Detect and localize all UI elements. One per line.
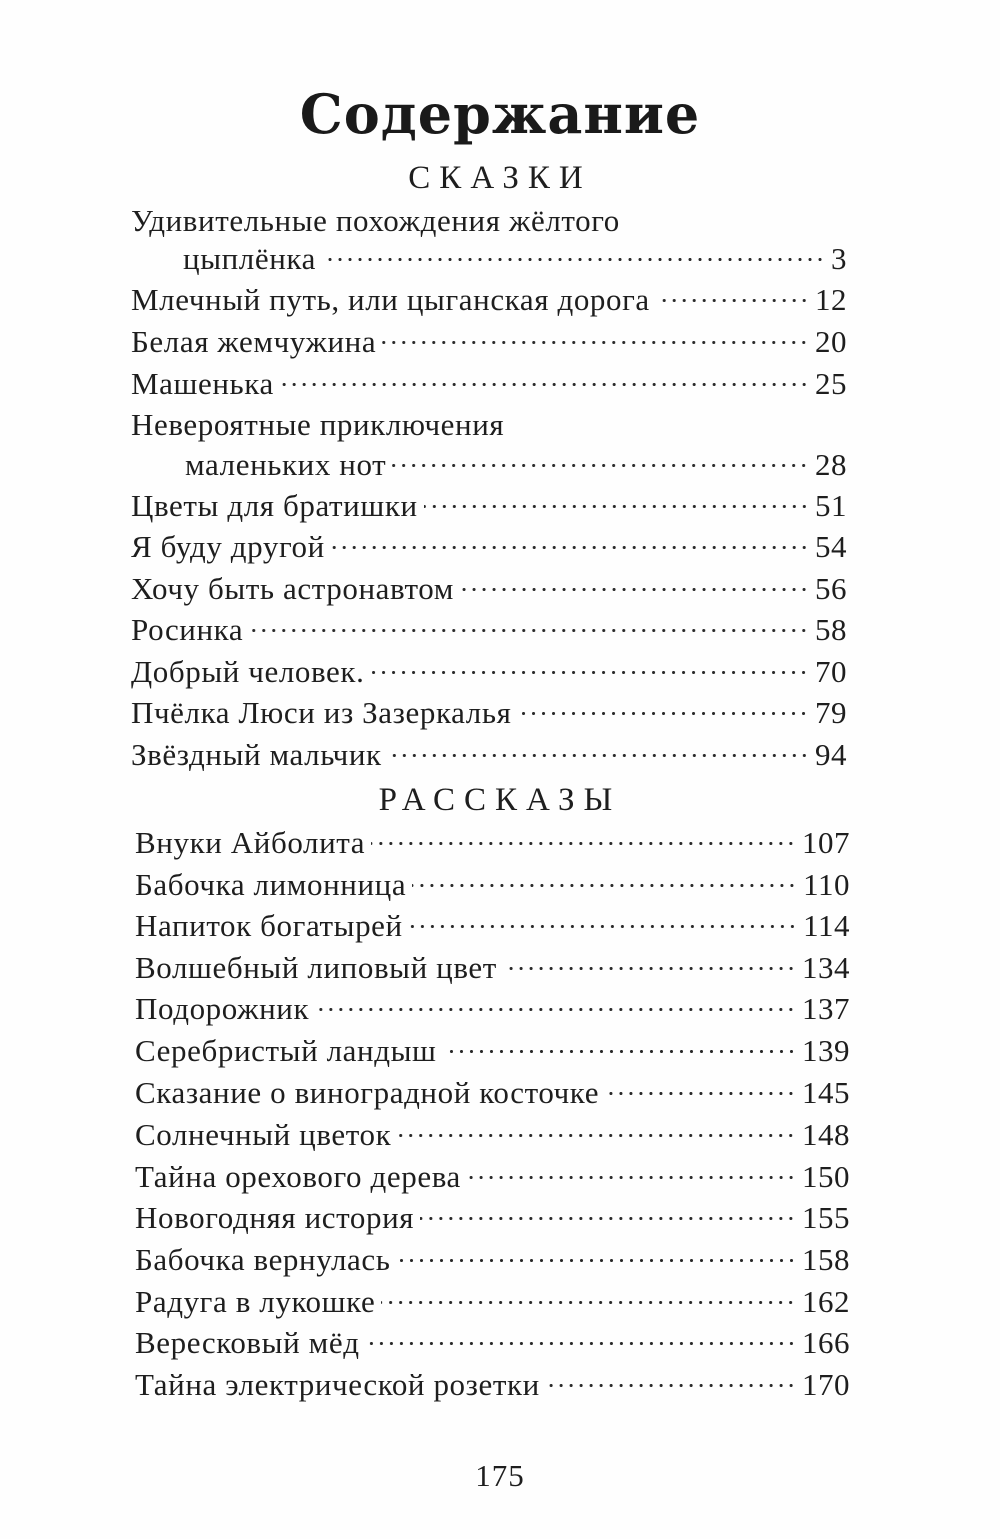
toc-entry-title: Серебристый ландыш [135, 1033, 437, 1068]
toc-entry-title: Росинка [131, 612, 244, 647]
dot-leader [371, 842, 796, 845]
toc-entry [131, 323, 847, 361]
toc-entry [131, 694, 847, 732]
toc-entry-page: 25 [815, 366, 847, 401]
dot-leader [381, 1301, 796, 1304]
dot-leader [322, 258, 825, 261]
toc-entry-page: 12 [815, 282, 847, 317]
toc-entry-page: 170 [802, 1367, 850, 1402]
toc-entry-title: Млечный путь, или цыганская дорога [131, 282, 650, 317]
toc-entry-page: 94 [815, 737, 847, 772]
toc-entry-title: Белая жемчужина [131, 324, 377, 359]
toc-entry-title: цыплёнка [183, 241, 316, 276]
dot-leader [420, 1217, 796, 1220]
toc-entry-title: Пчёлка Люси из Зазеркалья [131, 695, 512, 730]
toc-entry [131, 365, 847, 403]
page-title: Содержание [299, 82, 701, 146]
toc-entry-title: Машенька [131, 366, 274, 401]
toc-entry [135, 1324, 850, 1362]
dot-leader [656, 299, 809, 302]
toc-entry [135, 1074, 850, 1112]
dot-leader [382, 341, 809, 344]
toc-entry-page: 3 [831, 241, 847, 276]
toc-entry-page: 54 [815, 529, 847, 564]
dot-leader [424, 505, 809, 508]
toc-entry-title: Радуга в лукошке [135, 1284, 376, 1319]
dot-leader [331, 546, 809, 549]
toc-entry [135, 1158, 850, 1196]
toc-entry-title: Звёздный мальчик [131, 737, 382, 772]
toc-entry-title: Цветы для братишки [131, 488, 418, 523]
toc-entry-page: 79 [815, 695, 847, 730]
section-heading-tales: СКАЗКИ [408, 160, 592, 196]
toc-entry-title: Сказание о виноградной косточке [135, 1075, 600, 1110]
toc-entry-title: Хочу быть астронавтом [131, 571, 454, 606]
toc-entry [131, 528, 847, 566]
toc-entry-title: Напиток богатырей [135, 908, 403, 943]
toc-entry [135, 824, 850, 862]
toc-entry [135, 949, 850, 987]
toc-entry-page: 70 [815, 654, 847, 689]
toc-entry-page: 56 [815, 571, 847, 606]
toc-entry [183, 240, 847, 278]
dot-leader [409, 925, 797, 928]
toc-entry-page: 137 [802, 991, 850, 1026]
toc-entry-page: 166 [802, 1325, 850, 1360]
dot-leader [503, 967, 796, 970]
dot-leader [280, 383, 809, 386]
toc-entry [135, 1199, 850, 1237]
toc-entry [135, 1241, 850, 1279]
dot-leader [370, 671, 809, 674]
toc-entry-title: Тайна орехового дерева [135, 1159, 461, 1194]
dot-leader [605, 1092, 796, 1095]
toc-entry-title: Добрый человек. [131, 654, 365, 689]
toc-entry-page: 107 [802, 825, 850, 860]
dot-leader [315, 1008, 796, 1011]
toc-entry-page: 51 [815, 488, 847, 523]
toc-entry-title: Бабочка вернулась [135, 1242, 391, 1277]
toc-entry-page: 134 [802, 950, 850, 985]
toc-entry-page: 162 [802, 1284, 850, 1319]
toc-entry [185, 446, 847, 484]
toc-entry [135, 1116, 850, 1154]
dot-leader [397, 1134, 796, 1137]
toc-entry-title: Я буду другой [131, 529, 325, 564]
dot-leader [392, 464, 809, 467]
toc-entry [135, 990, 850, 1028]
toc-entry [135, 1283, 850, 1321]
toc-entry-title-first-line: Невероятные приключения [131, 407, 505, 442]
toc-entry [131, 653, 847, 691]
toc-entry [131, 570, 847, 608]
dot-leader [443, 1050, 796, 1053]
toc-entry-page: 148 [802, 1117, 850, 1152]
toc-entry-page: 58 [815, 612, 847, 647]
toc-entry-title-first-line: Удивительные похождения жёлтого [131, 203, 620, 238]
toc-entry-page: 114 [803, 908, 850, 943]
toc-entry [131, 281, 847, 319]
dot-leader [546, 1384, 796, 1387]
toc-entry-page: 145 [802, 1075, 850, 1110]
toc-entry-page: 155 [802, 1200, 850, 1235]
toc-entry-title: Новогодняя история [135, 1200, 415, 1235]
toc-entry-title: Бабочка лимонница [135, 867, 407, 902]
toc-entry-page: 139 [802, 1033, 850, 1068]
toc-entry [131, 487, 847, 525]
dot-leader [517, 712, 809, 715]
dot-leader [460, 588, 809, 591]
toc-entry-page: 20 [815, 324, 847, 359]
toc-entry-page: 110 [803, 867, 850, 902]
toc-entry-title: Внуки Айболита [135, 825, 366, 860]
toc-entry [135, 1032, 850, 1070]
dot-leader [388, 754, 809, 757]
toc-entry-title: Вересковый мёд [135, 1325, 360, 1360]
dot-leader [412, 884, 797, 887]
toc-entry [131, 736, 847, 774]
toc-entry [131, 611, 847, 649]
section-heading-stories: РАССКАЗЫ [378, 782, 622, 818]
toc-entry-title: маленьких нот [185, 447, 387, 482]
toc-entry-page: 150 [802, 1159, 850, 1194]
page-number: 175 [475, 1458, 525, 1493]
toc-entry-title: Тайна электрической розетки [135, 1367, 540, 1402]
toc-entry-title: Солнечный цветок [135, 1117, 392, 1152]
toc-entry-title: Волшебный липовый цвет [135, 950, 497, 985]
toc-entry-page: 158 [802, 1242, 850, 1277]
dot-leader [366, 1342, 796, 1345]
toc-entry [135, 866, 850, 904]
dot-leader [397, 1259, 797, 1262]
toc-entry [135, 1366, 850, 1404]
toc-entry-title: Подорожник [135, 991, 310, 1026]
dot-leader [467, 1176, 796, 1179]
toc-entry-page: 28 [815, 447, 847, 482]
toc-entry [135, 907, 850, 945]
dot-leader [249, 629, 809, 632]
